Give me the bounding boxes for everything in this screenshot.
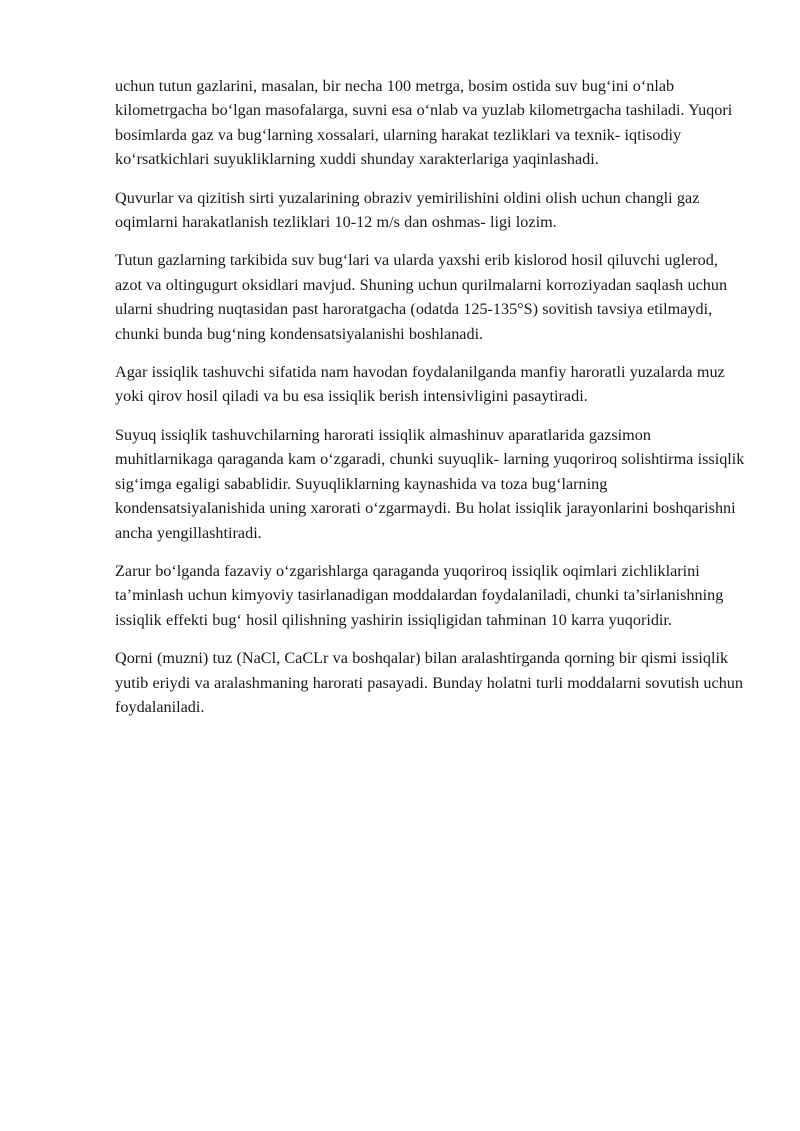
paragraph-7: Qorni (muzni) tuz (NaCl, CaCLr va boshqalar) bilan aralashtirganda qorning bir qismi issiqlik yutib eriydi va aralashmaning harorati pasayadi. Bunday holatni turli moddalarni sovutish uchun foydalaniladi. <box>115 649 743 716</box>
paragraph-3: Tutun gazlarning tarkibida suv bug‘lari va ularda yaxshi erib kislorod hosil qiluvchi uglerod, azot va oltingugurt oksidlari mavjud. Shuning uchun qurilmalarni korroziyadan saqlash uchun ularni shudring nuqtasidan past haroratgacha (odatda 125-135°S) sovitish tavsiya etilmaydi, chunki bunda bug‘ning kondensatsiyalanishi boshlanadi. <box>115 251 728 343</box>
paragraph-4: Agar issiqlik tashuvchi sifatida nam havodan foydalanilganda manfiy haroratli yuzalarda muz yoki qirov hosil qiladi va bu esa issiqlik berish intensivligini pasaytiradi. <box>115 363 725 406</box>
paragraph-1: uchun tutun gazlarini, masalan, bir necha 100 metrga, bosim ostida suv bug‘ini o‘nlab kilometrgacha bo‘lgan masofalarga, suvni esa o‘nlab va yuzlab kilometrgacha tashiladi. Yuqori bosimlarda gaz va bug‘larning xossalari, ularning harakat tezliklari va texnik- iqtisodiy ko‘rsatkichlari suyukliklarning xuddi shunday xarakterlariga yaqinlashadi. <box>115 77 733 169</box>
paragraph-2: Quvurlar va qizitish sirti yuzalarining obraziv yemirilishini oldini olish uchun changli gaz oqimlarni harakatlanish tezliklari 10-12 m/s dan oshmas- ligi lozim. <box>115 188 700 232</box>
paragraph-6: Zarur bo‘lganda fazaviy o‘zgarishlarga qaraganda yuqoriroq issiqlik oqimlari zichliklarini ta’minlash uchun kimyoviy tasirlanadigan moddalardan foydalaniladi, chunki ta’sirlanishning issiqlik effekti bug‘ hosil qilishning yashirin issiqligidan tahminan 10 karra yuqoridir. <box>115 561 724 629</box>
document-body <box>115 74 745 733</box>
paragraph-5: Suyuq issiqlik tashuvchilarning harorati issiqlik almashinuv aparatlarida gazsimon muhitlarnikaga qaraganda kam o‘zgaradi, chunki suyuqlik- larning yuqoriroq solishtirma issiqlik sig‘imga egaligi sabablidir. Suyuqliklarning kaynashida va toza bug‘larning kondensatsiyalanishida uning xarorati o‘zgarmaydi. Bu holat issiqlik jarayonlarini boshqarishni ancha yengillashtiradi. <box>115 425 745 542</box>
